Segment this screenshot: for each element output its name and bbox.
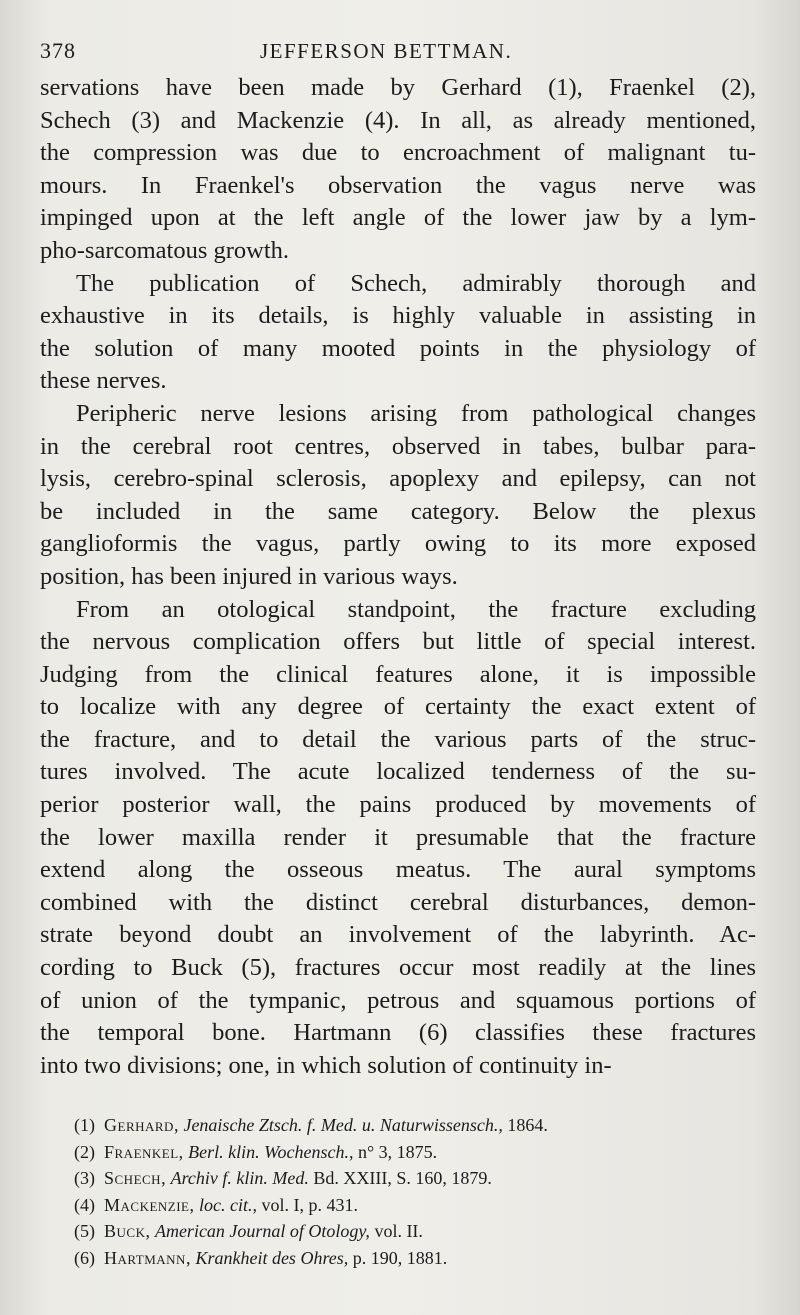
footnote-details: n° 3, 1875. [357,1141,438,1162]
footnote-source-title: Jenaische Ztsch. f. Med. u. Naturwissensch., [183,1115,503,1136]
footnotes [40,1112,756,1271]
footnote-source-title: American Journal of Otology, [154,1221,370,1242]
footnote-author: Buck, [104,1221,151,1242]
text-line: ganglioformis the vagus, partly owing to its more exposed [40,530,756,558]
footnote [74,1112,756,1139]
text-line: extend along the osseous meatus. The aural symptoms [40,856,756,884]
page-number: 378 [40,38,76,63]
text-line: the fracture, and to detail the various parts of the struc- [40,725,756,753]
footnote-number: (1) [74,1115,95,1136]
text-line: the compression was due to encroachment of malignant tu- [40,139,756,167]
text-line: position, has been injured in various ways. [40,562,458,590]
text-line: in the cerebral root centres, observed in tabes, bulbar para- [40,432,756,460]
footnote-details: vol. II. [374,1221,423,1242]
footnote-text [104,1139,437,1166]
text-line: the temporal bone. Hartmann (6) classifies these fractures [40,1019,756,1047]
footnote-author: Mackenzie, [104,1194,195,1215]
footnote-text [104,1192,358,1219]
paragraph [40,268,756,398]
footnote-text [104,1112,548,1139]
text-line: Schech (3) and Mackenzie (4). In all, as already mentioned, [40,106,756,134]
running-title: JEFFERSON BETTMAN. [260,39,513,63]
footnote-author: Hartmann, [104,1247,191,1268]
text-line: cording to Buck (5), fractures occur most readily at the lines [40,954,756,982]
footnote [74,1218,756,1245]
footnote-author: Fraenkel, [104,1141,184,1162]
footnote-source-title: loc. cit., [199,1194,257,1215]
text-line: perior posterior wall, the pains produced by movements of [40,791,756,819]
footnote [74,1165,756,1192]
footnote-details: Bd. XXIII, S. 160, 1879. [313,1168,492,1189]
footnote-details: vol. I, p. 431. [261,1194,358,1215]
text-line: strate beyond doubt an involvement of the labyrinth. Ac- [40,921,756,949]
footnote-details: 1864. [507,1115,548,1136]
footnote-text [104,1245,447,1272]
text-line: the nervous complication offers but little of special interest. [40,628,756,656]
text-line: Peripheric nerve lesions arising from pathological changes [76,399,756,427]
text-line: lysis, cerebro-spinal sclerosis, apoplexy and epilepsy, can not [40,465,756,493]
text-line: pho-sarcomatous growth. [40,236,290,264]
text-line: combined with the distinct cerebral disturbances, demon- [40,888,756,916]
text-line: be included in the same category. Below the plexus [40,497,756,525]
footnote-number: (6) [74,1247,95,1268]
text-line: exhaustive in its details, is highly valuable in assisting in [40,302,756,330]
running-header [40,38,756,72]
footnote-number: (3) [74,1168,95,1189]
footnote-details: p. 190, 1881. [352,1247,448,1268]
text-line: servations have been made by Gerhard (1), Fraenkel (2), [40,74,756,101]
text-line: of union of the tympanic, petrous and squamous portions of [40,986,756,1014]
text-line: to localize with any degree of certainty the exact extent of [40,693,756,721]
text-line: the lower maxilla render it presumable that the fracture [40,823,756,851]
footnote-text [104,1165,492,1192]
footnote-author: Schech, [104,1168,167,1189]
footnote-number: (2) [74,1141,95,1162]
footnote-source-title: Krankheit des Ohres, [195,1247,349,1268]
footnote-source-title: Archiv f. klin. Med. [170,1168,309,1189]
footnote-number: (5) [74,1221,95,1242]
footnote-text [104,1218,423,1245]
paragraph [40,594,756,1083]
footnote [74,1245,756,1272]
text-line: From an otological standpoint, the fracture excluding [76,595,756,623]
footnote [74,1139,756,1166]
text-line: impinged upon at the left angle of the lower jaw by a lym- [40,204,756,232]
text-line: the solution of many mooted points in the physiology of [40,334,756,362]
text-line: mours. In Fraenkel's observation the vagus nerve was [40,171,756,199]
footnote-number: (4) [74,1194,95,1215]
text-line: The publication of Schech, admirably thorough and [76,269,756,297]
footnote [74,1192,756,1219]
text-line: Judging from the clinical features alone, it is impossible [40,660,756,688]
paragraph [40,72,756,268]
footnote-source-title: Berl. klin. Wochensch., [188,1141,354,1162]
text-line: tures involved. The acute localized tenderness of the su- [40,758,756,786]
text-line: these nerves. [40,367,167,395]
paragraph [40,398,756,594]
footnote-author: Gerhard, [104,1115,179,1136]
body-text [40,72,756,1082]
text-line: into two divisions; one, in which solution of continuity in- [40,1051,612,1079]
